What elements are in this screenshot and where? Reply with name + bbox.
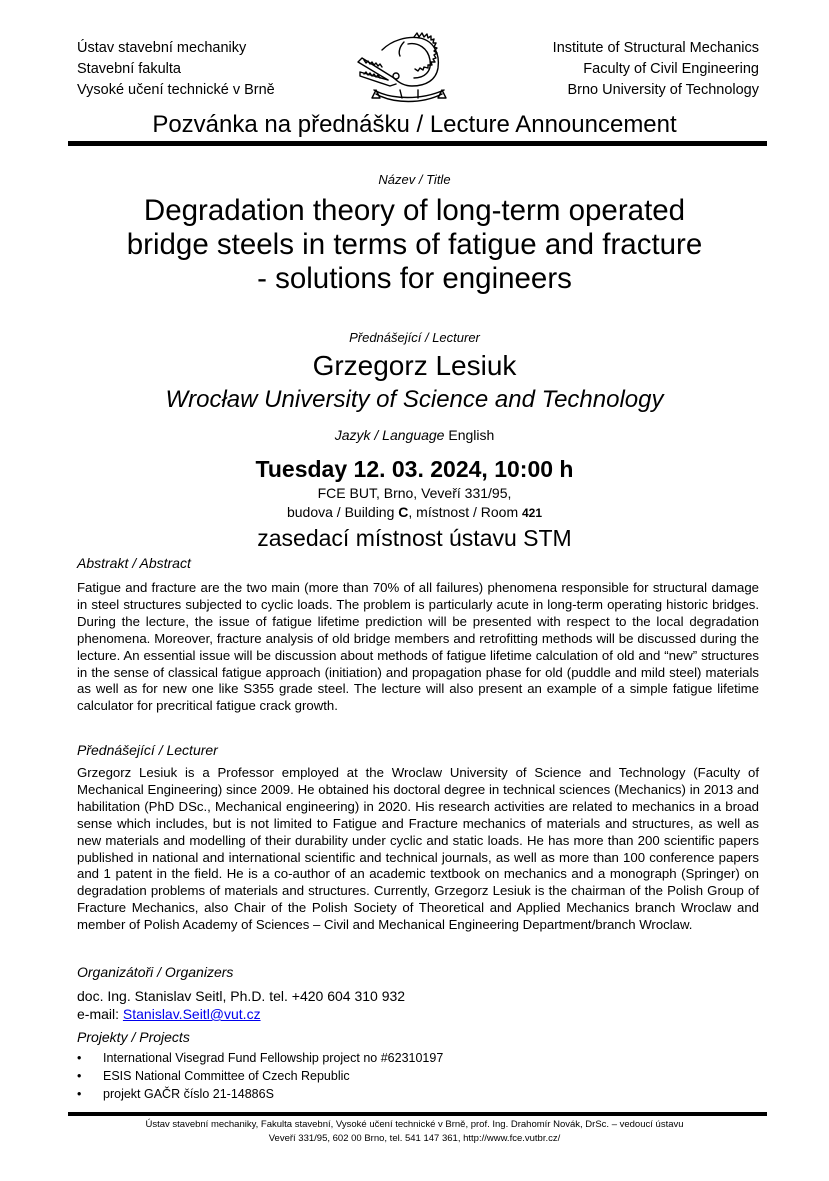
project-text: projekt GAČR číslo 21-14886S [103, 1087, 274, 1101]
footer-line-1: Ústav stavební mechaniky, Fakulta stavební, Vysoké učení technické v Brně, prof. Ing. Drahomír Novák, DrSc. – vedoucí ústavu [145, 1119, 684, 1130]
room-value: 421 [522, 506, 543, 520]
organizer-email-row [77, 1005, 261, 1023]
address-line-2 [0, 503, 829, 523]
room-label: , místnost / Room [408, 504, 522, 520]
bio-label: Přednášející / Lecturer [77, 742, 218, 758]
footer-divider [68, 1112, 767, 1116]
lecture-title-line: - solutions for engineers [257, 262, 572, 295]
lecturer-name: Grzegorz Lesiuk [312, 350, 517, 381]
lecture-date: Tuesday 12. 03. 2024, 10:00 h [255, 456, 574, 482]
bullet-icon: • [77, 1051, 82, 1065]
lecturer-university: Wrocław University of Science and Technology [165, 386, 664, 413]
header-left-university: Vysoké učení technické v Brně [77, 82, 275, 98]
announcement-heading: Pozvánka na přednášku / Lecture Announcement [152, 111, 677, 138]
header-left-institute: Ústav stavební mechaniky [77, 40, 247, 56]
lecture-title-line: Degradation theory of long-term operated [143, 194, 686, 227]
project-text: International Visegrad Fund Fellowship project no #62310197 [103, 1051, 444, 1065]
email-label: e-mail: [77, 1006, 123, 1022]
bullet-icon: • [77, 1069, 82, 1083]
language-label: Jazyk / Language [334, 427, 445, 443]
email-link[interactable]: Stanislav.Seitl@vut.cz [122, 1006, 261, 1022]
abstract-text: Fatigue and fracture are the two main (more than 70% of all failures) phenomena responsible for structural damage in steel structures subjected to cyclic loads. The problem is particularly acute in long-term operating historic bridges. During the lecture, the issue of fatigue lifetime prediction will be presented with respect to the local degradation phenomena. Moreover, fracture analysis of old bridge members and retrofitting methods will be discussed during the lecture. An essential issue will be discussion about methods of fatigue lifetime calculation of old and “new” structures in the sense of classical fatigue approach (initiation) and propagation phase for old (puddle and mild steel) materials as well as for new one like S355 grade steel. The lecture will also present an example of a simple fatigue lifetime calculator for precritical fatigue crack growth. [77, 580, 759, 714]
lecture-title [0, 194, 829, 296]
project-item [77, 1085, 443, 1103]
crocodile-logo-icon [352, 32, 462, 112]
projects-list [77, 1049, 443, 1103]
header-left-block [77, 38, 275, 101]
header-left-faculty: Stavební fakulta [77, 61, 181, 77]
organizers-label: Organizátoři / Organizers [77, 964, 234, 980]
project-text: ESIS National Committee of Czech Republic [103, 1069, 350, 1083]
header-divider [68, 141, 767, 146]
language-value: English [448, 427, 495, 443]
room-name: zasedací místnost ústavu STM [257, 525, 572, 551]
projects-label: Projekty / Projects [77, 1029, 190, 1045]
building-label: budova / Building [286, 504, 399, 520]
project-item [77, 1067, 443, 1085]
address-line-1: FCE BUT, Brno, Veveří 331/95, [317, 485, 512, 501]
bio-text: Grzegorz Lesiuk is a Professor employed at the Wroclaw University of Science and Technology (Faculty of Mechanical Engineering) since 2009. He obtained his doctoral degree in technical sciences (Mechanics) in 2013 and habilitation (PhD DSc., Mechanical engineering) in 2020. His research activities are related to mechanics in a broad sense which includes, but is not limited to Fatigue and Fracture mechanics of materials and structures, as well as new materials and modelling of their durability under cyclic and static loads. He has more than 200 scientific papers published in national and international scientific and technical journals, as well as more than 100 conference papers and 1 patent in the field. He is a co-author of an academic textbook on mechanics and a monograph (Springer) on degradation problems of materials and structures. Currently, Grzegorz Lesiuk is the chairman of the Polish Group of Fracture Mechanics, also Chair of the Polish Society of Theoretical and Applied Mechanics branch Wroclaw and member of Polish Academy of Sciences – Civil and Mechanical Engineering Department/branch Wroclaw. [77, 765, 759, 933]
abstract-label: Abstrakt / Abstract [77, 555, 191, 571]
organizer-contact: doc. Ing. Stanislav Seitl, Ph.D. tel. +420 604 310 932 [77, 988, 406, 1004]
language-row [0, 427, 829, 443]
bullet-icon: • [77, 1087, 82, 1101]
title-label: Název / Title [378, 172, 451, 187]
lecturer-label: Přednášející / Lecturer [349, 330, 480, 345]
lecture-title-line: bridge steels in terms of fatigue and fracture [126, 228, 703, 261]
building-value: C [398, 504, 409, 520]
project-item [77, 1049, 443, 1067]
header-right-institute: Institute of Structural Mechanics [552, 40, 759, 56]
header-right-university: Brno University of Technology [567, 82, 759, 98]
header-right-faculty: Faculty of Civil Engineering [583, 61, 759, 77]
header-right-block [553, 38, 759, 101]
footer-line-2: Veveří 331/95, 602 00 Brno, tel. 541 147 361, http://www.fce.vutbr.cz/ [268, 1133, 561, 1144]
